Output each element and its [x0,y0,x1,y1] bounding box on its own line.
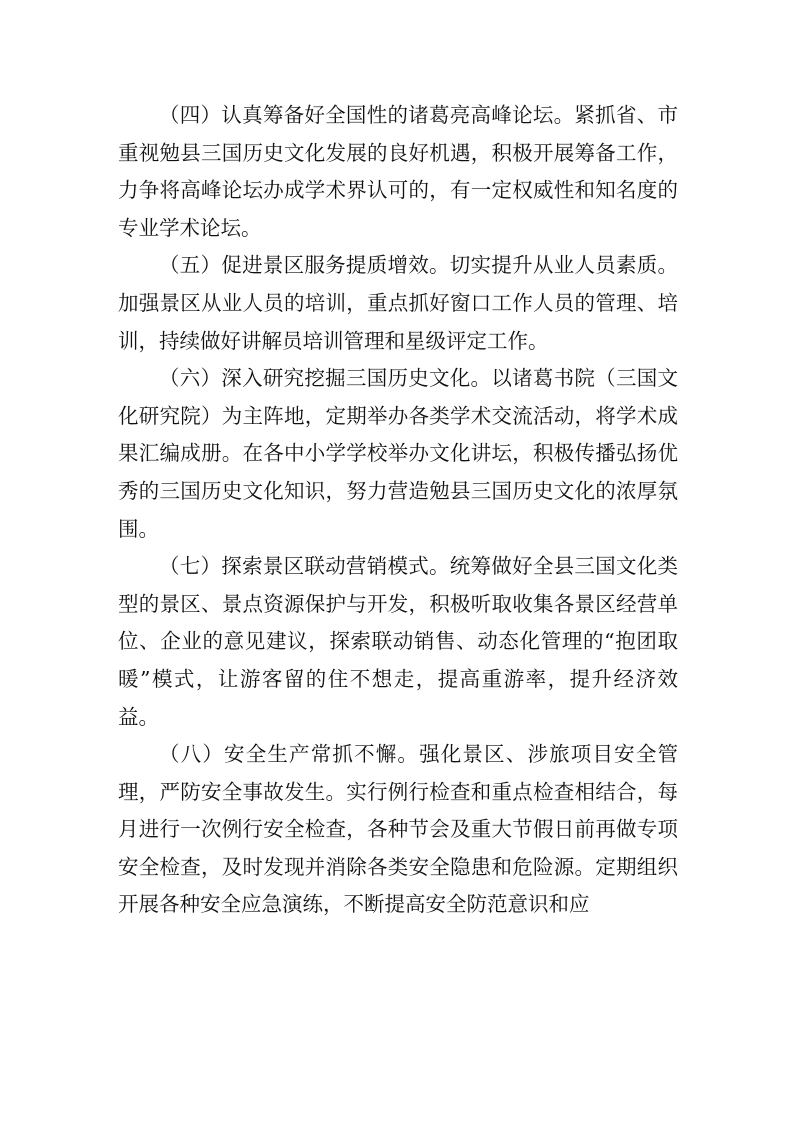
paragraph-7: （七）探索景区联动营销模式。统筹做好全县三国文化类型的景区、景点资源保护与开发，积极听取收集各景区经营单位、企业的意见建议，探索联动销售、动态化管理的“抱团取暖”模式，让游客留的住不想走，提高重游率，提升经济效益。 [118,554,678,729]
paragraph-4: （四）认真筹备好全国性的诸葛亮高峰论坛。紧抓省、市重视勉县三国历史文化发展的良好机遇，积极开展筹备工作，力争将高峰论坛办成学术界认可的，有一定权威性和知名度的专业学术论坛。 [118,103,678,240]
paragraph-8: （八）安全生产常抓不懈。强化景区、涉旅项目安全管理，严防安全事故发生。实行例行检查和重点检查相结合，每月进行一次例行安全检查，各种节会及重大节假日前再做专项安全检查，及时发现并消除各类安全隐患和危险源。定期组织开展各种安全应急演练，不断提高安全防范意识和应 [118,742,678,917]
document-body [118,97,678,924]
paragraph-6: （六）深入研究挖掘三国历史文化。以诸葛书院（三国文化研究院）为主阵地，定期举办各类学术交流活动，将学术成果汇编成册。在各中小学学校举办文化讲坛，积极传播弘扬优秀的三国历史文化知识，努力营造勉县三国历史文化的浓厚氛围。 [118,366,678,541]
paragraph-5: （五）促进景区服务提质增效。切实提升从业人员素质。加强景区从业人员的培训，重点抓好窗口工作人员的管理、培训，持续做好讲解员培训管理和星级评定工作。 [118,253,678,353]
